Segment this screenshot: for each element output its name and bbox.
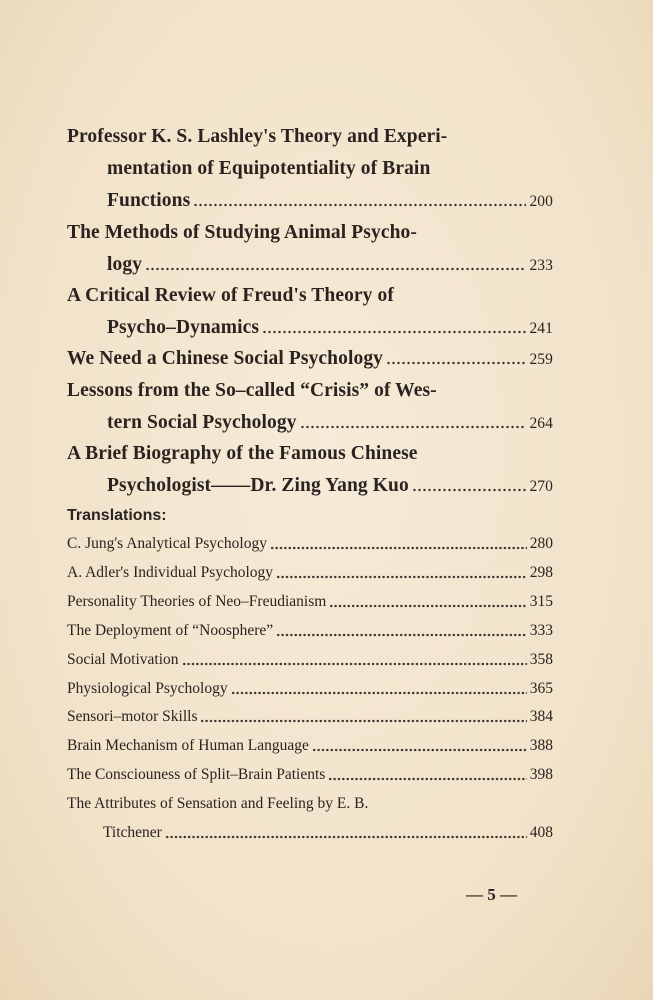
dot-leader — [276, 575, 527, 579]
translation-entry — [67, 795, 487, 813]
toc-entry-line — [67, 443, 481, 465]
dot-leader — [193, 203, 526, 207]
toc-entry-title: Professor K. S. Lashley's Theory and Experi- — [67, 126, 448, 147]
toc-page-number: 270 — [529, 478, 553, 495]
translation-entry — [67, 766, 553, 784]
toc-entry-line — [107, 254, 553, 276]
translation-entry — [67, 651, 553, 669]
dot-leader — [312, 748, 527, 752]
toc-entry-title: Functions — [107, 190, 191, 211]
dot-leader — [182, 662, 527, 666]
dot-leader — [276, 633, 527, 637]
dot-leader — [145, 267, 526, 271]
toc-entry-line — [67, 380, 481, 402]
translation-title: The Deployment of “Noosphere” — [67, 622, 274, 639]
toc-page-number: 233 — [529, 257, 553, 274]
toc-entry-title: mentation of Equipotentiality of Brain — [107, 158, 431, 179]
toc-entry-line — [107, 190, 553, 212]
toc-page-number: 365 — [529, 680, 553, 697]
toc-page-number: 298 — [529, 564, 553, 581]
translation-entry — [67, 535, 553, 553]
translation-entry — [67, 708, 553, 726]
toc-page-number: 398 — [529, 766, 553, 783]
toc-entry-line — [67, 348, 553, 370]
toc-page-number: 241 — [529, 320, 553, 337]
toc-page-number: 358 — [529, 651, 553, 668]
toc-entry-title: A Brief Biography of the Famous Chinese — [67, 443, 418, 464]
translation-title: The Attributes of Sensation and Feeling by E. B. — [67, 795, 369, 812]
toc-entry-line — [107, 412, 553, 434]
dot-leader — [412, 488, 527, 492]
dot-leader — [200, 719, 526, 723]
toc-page-number: 315 — [529, 593, 553, 610]
toc-entry-title: We Need a Chinese Social Psychology — [67, 348, 384, 369]
translation-title: C. Jung's Analytical Psychology — [67, 535, 267, 552]
translation-entry — [67, 593, 553, 611]
translation-title: Physiological Psychology — [67, 680, 228, 697]
toc-entry-title: Psychologist——Dr. Zing Yang Kuo — [107, 475, 409, 496]
translation-entry — [67, 737, 553, 755]
translation-title: Brain Mechanism of Human Language — [67, 737, 309, 754]
dot-leader — [386, 361, 526, 365]
translation-title: Titchener — [103, 824, 162, 841]
toc-entry-line — [107, 158, 481, 180]
toc-entry-title: A Critical Review of Freud's Theory of — [67, 285, 394, 306]
toc-entry-title: Lessons from the So–called “Crisis” of Wes- — [67, 380, 437, 401]
toc-entry-title: Psycho–Dynamics — [107, 317, 260, 338]
toc-entry-line — [107, 475, 553, 497]
dot-leader — [328, 777, 526, 781]
page-number: — 5 — — [466, 885, 517, 904]
dot-leader — [329, 604, 526, 608]
section-heading: Translations: — [67, 507, 167, 524]
toc-page-number: 408 — [529, 824, 553, 841]
dot-leader — [300, 425, 527, 429]
dot-leader — [231, 691, 527, 695]
translation-title: A. Adler's Individual Psychology — [67, 564, 274, 581]
dot-leader — [270, 546, 527, 550]
translation-entry — [67, 564, 553, 582]
translation-title: The Consciouness of Split–Brain Patients — [67, 766, 326, 783]
toc-entry-title: logy — [107, 254, 143, 275]
dot-leader — [262, 330, 526, 334]
toc-entry-line — [67, 285, 481, 307]
translation-title: Sensori–motor Skills — [67, 708, 198, 725]
toc-page-number: 264 — [529, 415, 553, 432]
translation-title: Social Motivation — [67, 651, 179, 668]
toc-entry-title: The Methods of Studying Animal Psycho- — [67, 222, 417, 243]
toc-entry-line — [67, 222, 481, 244]
dot-leader — [165, 835, 527, 839]
toc-entry-line — [107, 317, 553, 339]
toc-page-number: 384 — [529, 708, 553, 725]
toc-page-number: 259 — [529, 351, 553, 368]
toc-page-number: 200 — [529, 193, 553, 210]
toc-page-number: 280 — [529, 535, 553, 552]
toc-page-number: 333 — [529, 622, 553, 639]
toc-entry-title: tern Social Psychology — [107, 412, 297, 433]
translation-title: Personality Theories of Neo–Freudianism — [67, 593, 327, 610]
toc-entry-line — [67, 126, 481, 148]
translation-entry — [103, 824, 553, 842]
toc-page-number: 388 — [529, 737, 553, 754]
translation-entry — [67, 680, 553, 698]
translation-entry — [67, 622, 553, 640]
